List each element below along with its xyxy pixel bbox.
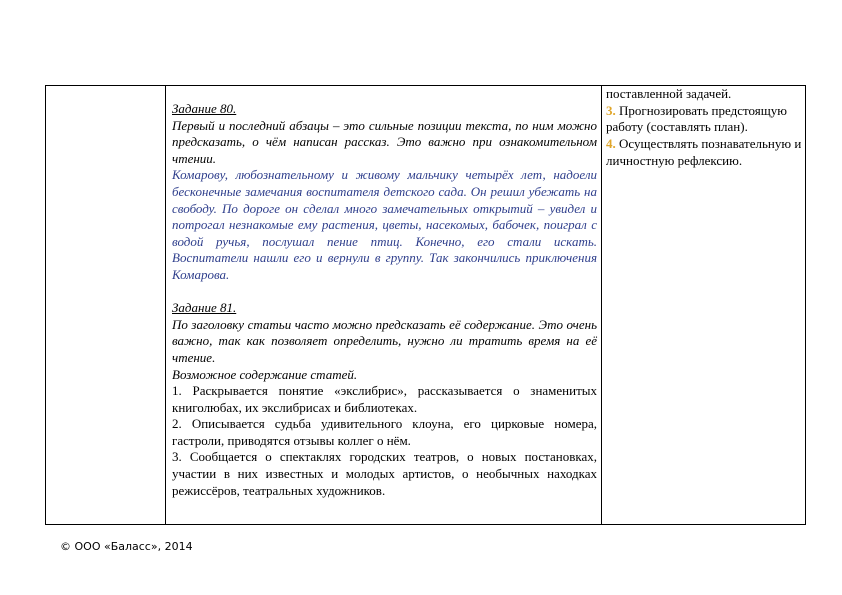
task-81-item: 2. Описывается судьба удивительного клоуна, его цирковые номера, гастроли, приводятся отзывы коллег о нём. xyxy=(172,416,597,448)
tasks-cell xyxy=(166,86,602,525)
goal-number: 3. xyxy=(606,102,616,118)
goal-item-4 xyxy=(606,136,802,169)
task-80-intro: Первый и последний абзацы – это сильные позиции текста, по ним можно предсказать, о чём написан рассказ. Это важно при ознакомительном чтении. xyxy=(172,117,597,166)
task-81-intro: По заголовку статьи часто можно предсказать её содержание. Это очень важно, так как позволяет определить, нужно ли тратить время на её чтение. xyxy=(172,316,597,365)
goal-continuation: поставленной задачей. xyxy=(606,86,732,101)
task-80-story: Комарову, любознательному и живому мальчику четырёх лет, надоели бесконечные замечания воспитателя детского сада. Он решил убежать на свободу. По дороге он сделал много замечательных открытий – увидел и потрогал незнакомые ему растения, цветы, насекомых, бабочек, поиграл с водой ручья, послушал пение птиц. Конечно, его стали искать. Воспитатели нашли его и вернули в группу. Так закончились приключения Комарова. xyxy=(172,167,597,282)
goal-number: 4. xyxy=(606,136,616,152)
copyright-footer: © ООО «Баласс», 2014 xyxy=(60,540,193,553)
task-81-title: Задание 81. xyxy=(172,300,237,316)
lesson-table xyxy=(45,85,806,525)
task-81-item: 3. Сообщается о спектаклях городских театров, о новых постановках, участии в них известных и молодых артистов, о необычных находках режиссёров, театральных художников. xyxy=(172,449,597,498)
goal-text: Прогнозировать предстоящую работу (составлять план). xyxy=(606,102,787,135)
task-81-subtitle: Возможное содержание статей. xyxy=(172,366,358,382)
task-81-item: 1. Раскрывается понятие «экслибрис», рассказывается о знаменитых книголюбах, их экслибрисах и библиотеках. xyxy=(172,383,597,415)
goal-item-3 xyxy=(606,103,802,136)
goals-cell xyxy=(602,86,806,525)
empty-cell xyxy=(46,86,166,525)
goal-text: Осуществлять познавательную и личностную рефлексию. xyxy=(606,136,802,168)
task-80-title: Задание 80. xyxy=(172,101,237,116)
